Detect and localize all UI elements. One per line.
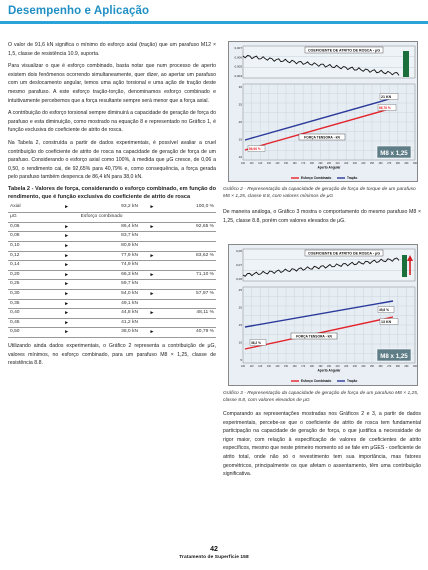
triangle-icon: ► — [59, 232, 75, 242]
xtick-label: 130 — [266, 162, 271, 165]
table-row — [8, 261, 216, 271]
table-cell: 66,3 kN — [75, 270, 144, 280]
top-ytick-label: 0,007 — [234, 46, 242, 50]
chart-svg — [229, 42, 419, 183]
value-label: 86,96 % — [249, 147, 261, 151]
xtick-label: 230 — [352, 162, 357, 165]
xtick-label: 300 — [413, 365, 417, 368]
xtick-label: 150 — [284, 162, 288, 165]
value-label: 13 KN — [381, 320, 392, 324]
top-ytick-label: 0,07 — [236, 263, 242, 267]
value-label: 86,76 % — [379, 106, 391, 110]
xtick-label: 270 — [387, 365, 392, 368]
value-label: 49,8 % — [379, 308, 389, 312]
table-cell: 77,9 kN — [75, 251, 144, 261]
xtick-label: 130 — [266, 365, 271, 368]
xtick-label: 230 — [352, 365, 357, 368]
table-row — [8, 289, 216, 299]
triangle-icon: ► — [144, 309, 160, 319]
table-cell: 48,11 % — [160, 309, 216, 319]
top-ytick-label: 0,005 — [234, 64, 242, 69]
table-row — [8, 299, 216, 309]
page-header — [0, 0, 428, 24]
table-cell: 86,4 kN — [75, 222, 144, 232]
table-cell: 59,7 kN — [75, 280, 144, 290]
x-axis-label: Aperto Angular — [317, 165, 341, 170]
table-title: Tabela 2 - Valores de força, considerando o esforço combinado, em função do rendimento, que é função exclusiva do coeficiente de atrito de rosca — [8, 185, 216, 200]
triangle-icon — [144, 318, 160, 328]
triangle-icon: ► — [59, 309, 75, 319]
xtick-label: 170 — [301, 162, 306, 165]
bolt-size-badge: M8 x 1,25 — [380, 353, 408, 360]
left-column — [8, 41, 216, 372]
xtick-label: 160 — [292, 162, 297, 165]
value-label: 21 KN — [381, 95, 392, 99]
xtick-label: 200 — [327, 365, 331, 368]
table-row — [8, 222, 216, 232]
legend-label-tracao: Tração — [347, 379, 358, 383]
bottom-ytick-label: 5 — [240, 358, 242, 362]
table-cell: 49,1 kN — [75, 299, 144, 309]
table-cell — [160, 232, 216, 242]
table-row — [8, 328, 216, 338]
table-header-cell: μG — [8, 213, 59, 223]
legend-label-esforco: Esforço Combinado — [301, 176, 332, 180]
triangle-icon: ► — [59, 241, 75, 251]
table-cell: 0,40 — [8, 309, 59, 319]
triangle-icon: ► — [59, 270, 75, 280]
chart-svg — [229, 245, 419, 386]
table-row — [8, 241, 216, 251]
table-cell: 71,10 % — [160, 270, 216, 280]
xtick-label: 110 — [249, 365, 254, 368]
bottom-ytick-label: 10 — [238, 340, 242, 345]
triangle-icon — [144, 299, 160, 309]
table-cell: 0,10 — [8, 241, 59, 251]
paragraph-2: Para visualizar o que é esforço combinado, basta notar que num processo de aperto existem dois fenômenos ocorrendo simultaneamente, quer dizer, ao apertar um parafuso com um deslocamento angular, temos uma ação torsional e uma ação de tração deste mesmo parafuso. A este esforço tração-torção, denominamos esforço combinado e intuitivamente percebemos que a força resultante sempre será menor que a força axial. — [8, 63, 216, 104]
triangle-icon: ► — [59, 222, 75, 232]
green-marker — [403, 51, 409, 77]
triangle-icon — [144, 261, 160, 271]
triangle-icon: ► — [144, 289, 160, 299]
xtick-label: 210 — [335, 365, 340, 368]
table-cell: 0,45 — [8, 318, 59, 328]
table-row — [8, 232, 216, 242]
xtick-label: 200 — [327, 162, 331, 165]
xtick-label: 250 — [370, 162, 374, 165]
table-cell: 40,79 % — [160, 328, 216, 338]
triangle-icon: ► — [59, 318, 75, 328]
xtick-label: 270 — [387, 162, 392, 165]
table-cell: 0,35 — [8, 299, 59, 309]
right-paragraph-2 — [223, 410, 421, 483]
chart-3-caption: Gráfico 3 - Representação da capacidade de geração de força de um parafuso M8 × 1,25, classe 8.8, com valores elevados de μG — [223, 391, 419, 403]
xtick-label: 100 — [241, 365, 245, 368]
right-paragraph-2-text: Comparando as representações mostradas nos Gráficos 2 e 3, a partir de dados experimentais, percebe-se que o coeficiente de atrito de rosca tem fundamental participação na capacidade de geração de força, o que justifica a necessidade de rigor maior, com relação à especificação de valores de coeficientes de atrito específicos, mesmo que neste primeiro momento só se fale em μGES - coeficiente de atrito total, onde não só o revestimento tem sua importância, mas fatores geométricos, principalmente os que afetam o assentamento, têm uma contribuição significativa. — [223, 411, 421, 478]
top-ytick-label: 0,06 — [236, 277, 242, 281]
table-row — [8, 270, 216, 280]
bottom-ytick-label: 15 — [238, 137, 242, 142]
xtick-label: 300 — [413, 162, 417, 165]
chart-2-caption: Gráfico 2 - Representação da capacidade de geração de força de torque de um parafuso M8 × 1,25, classe 8.8, com valores mínimos de μG — [223, 187, 416, 199]
triangle-icon — [144, 232, 160, 242]
bottom-ytick-label: 25 — [238, 102, 242, 107]
table-cell: 0,14 — [8, 261, 59, 271]
legend-label-tracao: Tração — [347, 176, 358, 180]
paragraph-3: A contribuição do esforço torsional sempre diminuirá a capacidade de geração de força do parafuso e esta diminuição, como mostrado na equação 8 e representado no Gráfico 1, é função exclusiva do coeficiente de atrito de rosca. — [8, 110, 216, 134]
chart-2 — [228, 41, 418, 182]
xtick-label: 180 — [309, 162, 314, 165]
xtick-label: 260 — [378, 365, 383, 368]
table-body — [8, 222, 216, 337]
magazine-name: Tratamento de Superfície 158 — [179, 555, 249, 560]
table-row — [8, 318, 216, 328]
paragraph-after-table: Utilizando ainda dados experimentais, o Gráfico 2 representa a contribuição de μG, valores mínimos, no esforço combinado, para um parafuso M8 × 1,25, classe de resistência 8.8. — [8, 342, 216, 367]
triangle-icon: ► — [59, 203, 75, 213]
triangle-icon — [144, 280, 160, 290]
xtick-label: 240 — [361, 162, 366, 165]
xtick-label: 280 — [395, 365, 400, 368]
table-cell: 0,50 — [8, 328, 59, 338]
bottom-ytick-label: 15 — [238, 323, 242, 327]
xtick-label: 150 — [284, 365, 288, 368]
table-cell: 0,20 — [8, 270, 59, 280]
table-header-cell: Axial — [8, 203, 59, 213]
xtick-label: 100 — [241, 162, 245, 165]
table-cell — [160, 299, 216, 309]
triangle-icon: ► — [59, 251, 75, 261]
bottom-ytick-label: 30 — [238, 85, 242, 89]
xtick-label: 290 — [404, 365, 409, 368]
xtick-label: 170 — [301, 365, 306, 368]
xtick-label: 190 — [318, 365, 323, 368]
table-header-cell: Esforço combinado — [59, 213, 216, 223]
xtick-label: 280 — [395, 162, 400, 165]
table-cell: 83,7 kN — [75, 232, 144, 242]
xtick-label: 220 — [344, 162, 349, 165]
table-cell: 0,08 — [8, 232, 59, 242]
data-table — [8, 203, 216, 338]
table-cell: 54,0 kN — [75, 289, 144, 299]
header-rule — [0, 21, 428, 24]
xtick-label: 110 — [249, 162, 254, 165]
bottom-ytick-label: 20 — [238, 120, 242, 124]
bottom-panel-title: FORÇA TENSORA - kN — [296, 334, 332, 339]
top-panel-title: COEFICIENTE DE ATRITO DE ROSCA - μG — [307, 251, 381, 256]
table-header-row — [8, 213, 216, 223]
bottom-ytick-label: 10 — [238, 155, 242, 159]
triangle-icon: ► — [59, 261, 75, 271]
table-cell: 44,8 kN — [75, 309, 144, 319]
triangle-icon: ► — [144, 222, 160, 232]
table-cell: 0,30 — [8, 289, 59, 299]
paragraph-4: Na Tabela 2, construída a partir de dados experimentais, é possível avaliar a cruel contribuição do coeficiente de atrito de rosca na capacidade de geração de força de um parafuso. Considerando o esforço axial como 100%, à medida que μG cresce, de 0,06 a 0,50, o rendimento cai, de 92,65% para 40,79% e, como consequência, a força gerada pelo parafuso também despenca de 86,4 kN para 38,0 kN. — [8, 139, 216, 181]
triangle-icon: ► — [144, 270, 160, 280]
xtick-label: 260 — [378, 162, 383, 165]
triangle-icon: ► — [144, 328, 160, 338]
table-row — [8, 309, 216, 319]
table-header-cell: 93,2 kN — [75, 203, 144, 213]
xtick-label: 190 — [318, 162, 323, 165]
page-number: 42 — [210, 546, 218, 553]
x-axis-label: Aperto Angular — [317, 368, 341, 373]
paragraph-1: O valor de 91,6 kN significa o mínimo do esforço axial (tração) que um parafuso M12 × 1,5, classe de resistência 10.9, suporta. — [8, 42, 216, 57]
xtick-label: 240 — [361, 365, 366, 368]
top-ytick-label: 0,06 — [236, 249, 242, 253]
table-cell — [160, 318, 216, 328]
legend-label-esforco: Esforço Combinado — [301, 379, 332, 383]
bottom-ytick-label: 20 — [238, 305, 242, 310]
table-cell: 80,9 kN — [75, 241, 144, 251]
table-cell: 38,0 kN — [75, 328, 144, 338]
bolt-size-badge: M8 x 1,25 — [380, 150, 408, 157]
table-cell: 83,62 % — [160, 251, 216, 261]
table-row — [8, 280, 216, 290]
right-paragraph-1-text: De maneira análoga, o Gráfico 3 mostra o comportamento do mesmo parafuso M8 × 1,25, classe 8.8, porém com valores elevados de μG. — [223, 209, 421, 224]
chart-3 — [228, 244, 418, 386]
table-header-cell: 100,0 % — [160, 203, 216, 213]
xtick-label: 250 — [370, 365, 374, 368]
section-title: Desempenho e Aplicação — [8, 5, 150, 17]
top-ytick-label: 0,004 — [234, 74, 242, 78]
green-marker — [402, 255, 407, 277]
xtick-label: 290 — [404, 162, 409, 165]
table-cell: 41,2 kN — [75, 318, 144, 328]
triangle-icon — [144, 241, 160, 251]
table-cell: 0,25 — [8, 280, 59, 290]
xtick-label: 140 — [275, 365, 280, 368]
xtick-label: 180 — [309, 365, 314, 368]
triangle-icon: ► — [144, 203, 160, 213]
triangle-icon: ► — [59, 299, 75, 309]
table-header-row — [8, 203, 216, 213]
right-paragraph-1 — [223, 208, 421, 229]
xtick-label: 220 — [344, 365, 349, 368]
xtick-label: 120 — [258, 365, 263, 368]
table-cell: 57,97 % — [160, 289, 216, 299]
table-cell — [160, 261, 216, 271]
top-ytick-label: 0,006 — [234, 55, 242, 60]
triangle-icon: ► — [59, 328, 75, 338]
bottom-ytick-label: 25 — [238, 288, 242, 292]
table-cell — [160, 241, 216, 251]
table-cell: 74,9 kN — [75, 261, 144, 271]
xtick-label: 120 — [258, 162, 263, 165]
value-label: 36,2 % — [251, 341, 261, 345]
table-cell — [160, 280, 216, 290]
xtick-label: 140 — [275, 162, 280, 165]
table-cell: 0,12 — [8, 251, 59, 261]
table-row — [8, 251, 216, 261]
triangle-icon: ► — [59, 289, 75, 299]
xtick-label: 160 — [292, 365, 297, 368]
table-cell: 0,06 — [8, 222, 59, 232]
top-panel-title: COEFICIENTE DE ATRITO DE ROSCA - μG — [307, 48, 381, 53]
triangle-icon: ► — [59, 280, 75, 290]
triangle-icon: ► — [144, 251, 160, 261]
table-cell: 92,65 % — [160, 222, 216, 232]
xtick-label: 210 — [335, 162, 340, 165]
bottom-panel-title: FORÇA TENSORA - kN — [304, 135, 340, 140]
